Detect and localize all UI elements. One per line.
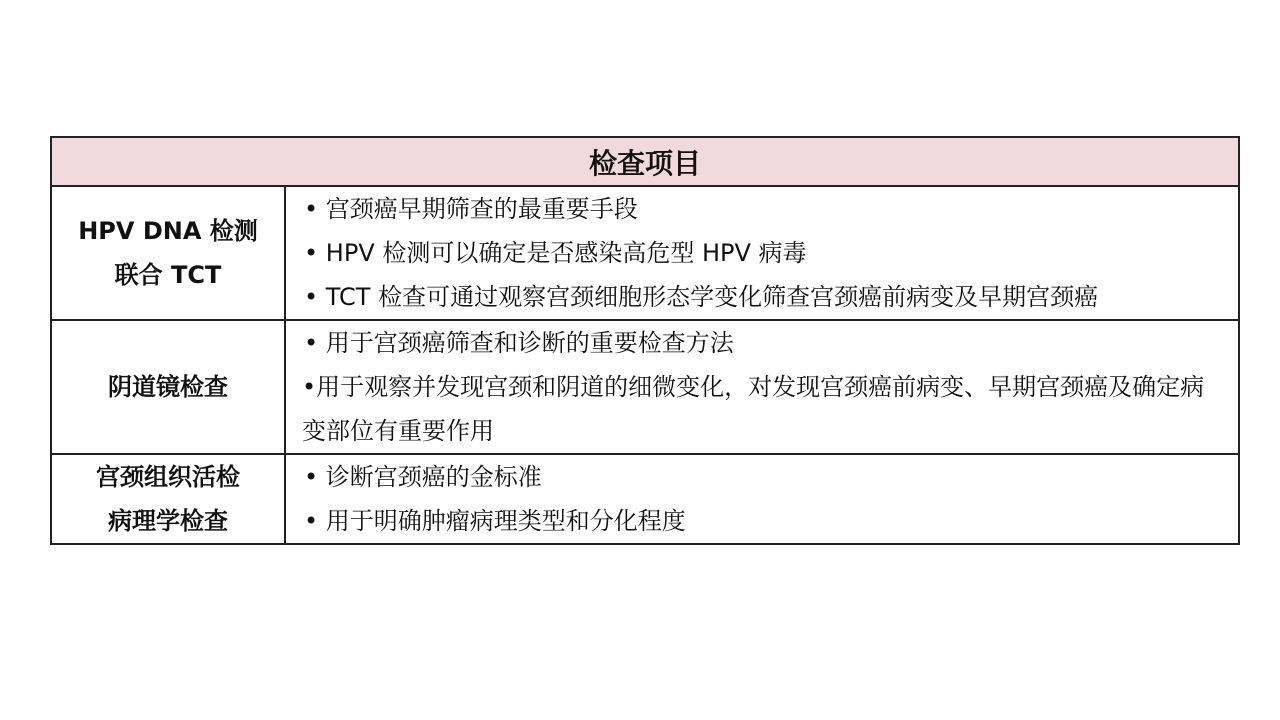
category-label: 宫颈组织活检	[96, 463, 240, 491]
bullet-item: • 用于宫颈癌筛查和诊断的重要检查方法	[304, 329, 734, 357]
bullet-item: • 宫颈癌早期筛查的最重要手段	[304, 195, 638, 223]
bullet-item: • TCT 检查可通过观察宫颈细胞形态学变化筛查宫颈癌前病变及早期宫颈癌	[304, 283, 1099, 311]
detail-cell	[285, 454, 1239, 544]
detail-cell	[285, 320, 1239, 454]
category-cell	[51, 186, 285, 320]
category-cell	[51, 454, 285, 544]
bullet-item: • 用于明确肿瘤病理类型和分化程度	[304, 507, 686, 535]
detail-cell	[285, 186, 1239, 320]
table-row	[51, 454, 1239, 544]
table-row	[51, 320, 1239, 454]
table-header: 检查项目	[51, 137, 1239, 186]
bullet-item: •用于观察并发现宫颈和阴道的细微变化，对发现宫颈癌前病变、早期宫颈癌及确定病变部位有重要作用	[302, 373, 1205, 445]
category-label: 联合 TCT	[114, 261, 222, 289]
category-label: 病理学检查	[108, 507, 228, 535]
examination-table	[50, 136, 1240, 545]
table-row	[51, 186, 1239, 320]
category-label: HPV DNA 检测	[78, 217, 258, 245]
category-label: 阴道镜检查	[108, 373, 228, 401]
table-header-row	[51, 137, 1239, 186]
bullet-item: • 诊断宫颈癌的金标准	[304, 463, 542, 491]
bullet-item: • HPV 检测可以确定是否感染高危型 HPV 病毒	[304, 239, 807, 267]
category-cell	[51, 320, 285, 454]
